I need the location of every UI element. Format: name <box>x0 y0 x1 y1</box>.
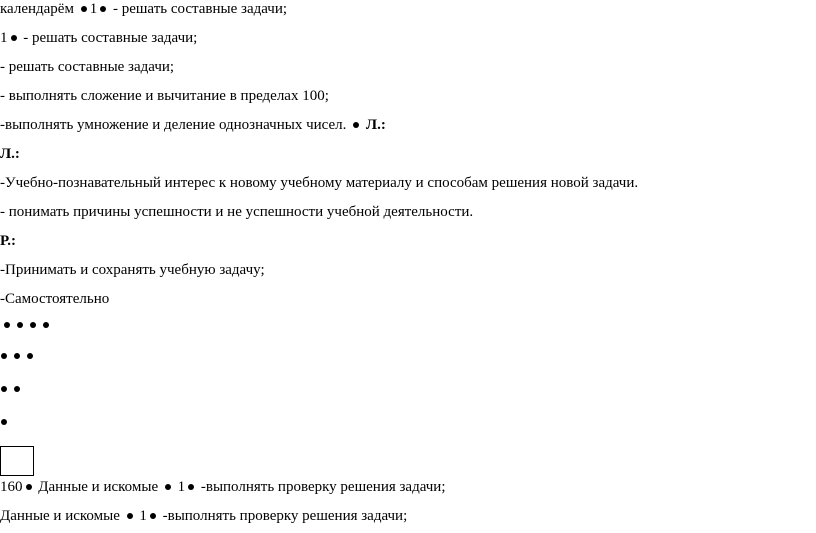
bullet-icon <box>11 35 17 41</box>
line-3 <box>0 58 174 76</box>
bullet-icon <box>26 484 32 490</box>
line-1-number: 1 <box>89 1 98 17</box>
heading-r <box>0 232 16 250</box>
heading-l <box>0 145 20 163</box>
bullet-icon <box>30 322 36 328</box>
bullet-icon <box>27 353 33 359</box>
line-4-text: - выполнять сложение и вычитание в пределах 100; <box>0 88 329 104</box>
bullet-icon <box>1 419 7 425</box>
empty-frame <box>0 446 34 476</box>
line-1-text-a: календарём <box>0 1 74 17</box>
line-12-text-b: -выполнять проверку решения задачи; <box>200 479 446 495</box>
bullet-icon <box>165 484 171 490</box>
dots-row-2 <box>1 386 27 396</box>
line-2-number: 1 <box>0 30 8 46</box>
line-2 <box>0 29 197 47</box>
line-10 <box>0 261 265 279</box>
bullet-icon <box>100 6 106 12</box>
dots-row-1 <box>1 419 14 429</box>
line-13-number: 1 <box>139 508 147 524</box>
line-8 <box>0 203 473 221</box>
line-11 <box>0 290 109 308</box>
line-5-text: -выполнять умножение и деление однозначных чисел. <box>0 117 347 133</box>
heading-l-text: Л.: <box>0 146 20 162</box>
bullet-icon <box>1 353 7 359</box>
line-5 <box>0 116 386 134</box>
bullet-icon <box>353 122 359 128</box>
line-12-text-a: Данные и искомые <box>38 479 159 495</box>
line-3-text: - решать составные задачи; <box>0 59 175 75</box>
line-12 <box>0 478 446 496</box>
line-12-number: 160 <box>0 479 23 495</box>
line-13 <box>0 507 407 525</box>
line-1 <box>0 0 287 18</box>
line-7 <box>0 174 638 192</box>
line-8-text: - понимать причины успешности и не успешности учебной деятельности. <box>0 204 474 220</box>
heading-r-text: Р.: <box>0 233 17 249</box>
dots-row-4 <box>4 322 56 332</box>
bullet-icon <box>81 6 87 12</box>
bullet-icon <box>43 322 49 328</box>
line-13-text-a: Данные и искомые <box>0 508 120 524</box>
bullet-icon <box>14 386 20 392</box>
line-7-text: -Учебно-познавательный интерес к новому учебному материалу и способам решения новой задачи. <box>0 175 639 191</box>
bullet-icon <box>1 386 7 392</box>
bullet-icon <box>127 513 133 519</box>
bullet-icon <box>188 484 194 490</box>
line-4 <box>0 87 329 105</box>
bullet-icon <box>17 322 23 328</box>
line-1-text-b: - решать составные задачи; <box>112 1 288 17</box>
line-12-number-b: 1 <box>177 479 186 495</box>
bullet-icon <box>14 353 20 359</box>
line-10-text: -Принимать и сохранять учебную задачу; <box>0 262 265 278</box>
line-5-heading: Л.: <box>365 117 386 133</box>
line-2-text: - решать составные задачи; <box>23 30 198 46</box>
line-11-text: -Самостоятельно <box>0 291 110 307</box>
bullet-icon <box>150 513 156 519</box>
line-13-text-b: -выполнять проверку решения задачи; <box>162 508 408 524</box>
dots-row-3 <box>1 353 40 363</box>
bullet-icon <box>4 322 10 328</box>
